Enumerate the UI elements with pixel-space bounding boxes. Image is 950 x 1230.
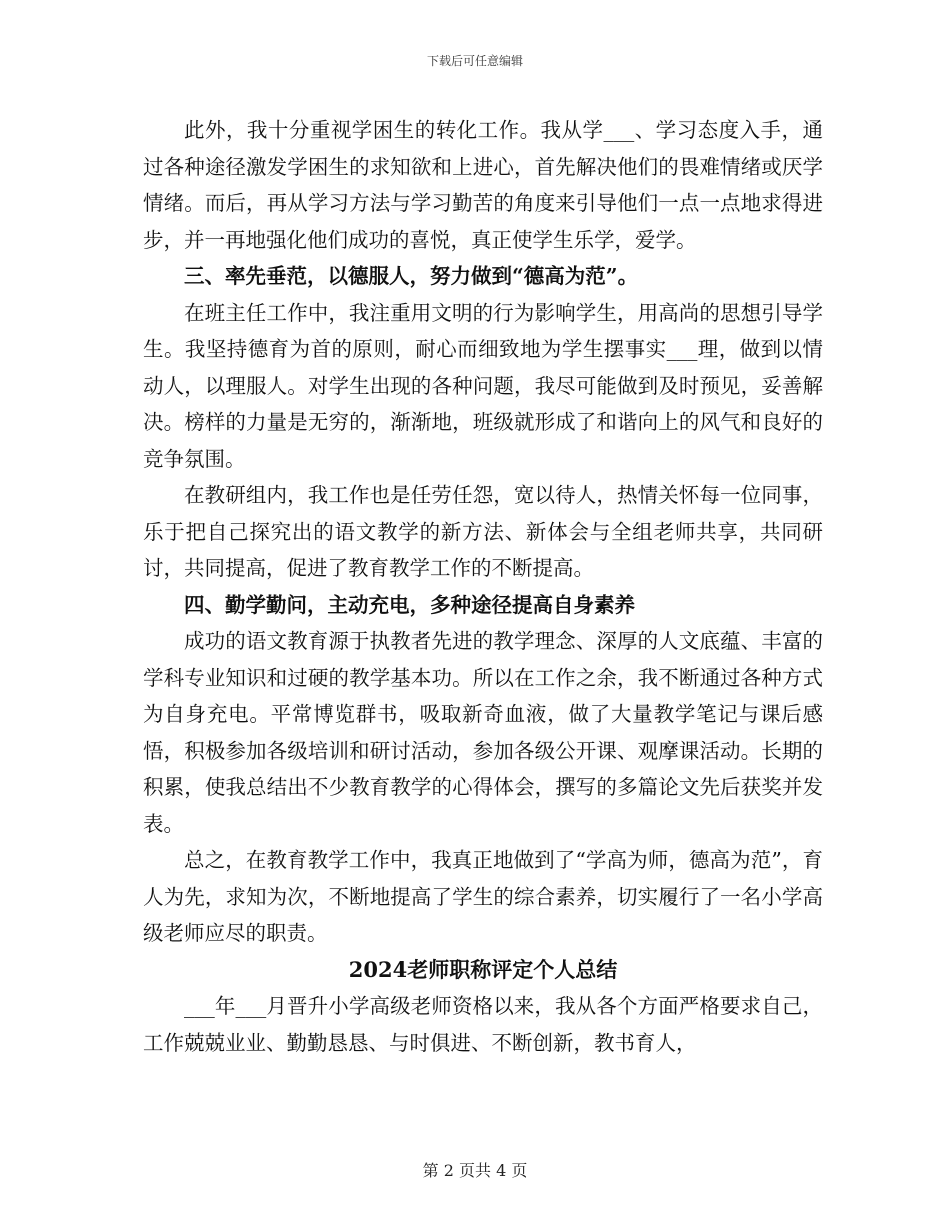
page-header: 下载后可任意编辑 bbox=[426, 54, 523, 68]
section-heading-3: 三、率先垂范，以德服人，努力做到“德高为范”。 bbox=[184, 264, 639, 288]
document-title: 2024老师职称评定个人总结 bbox=[348, 956, 618, 982]
paragraph-class-teacher-work: 在班主任工作中，我注重用文明的行为影响学生，用高尚的思想引导学生。我坚持德育为首的原则，耐心而细致地为学生摆事实___理，做到以情动人，以理服人。对学生出现的各种问题，我尽可能做到及时预见，妥善解决。榜样的力量是无穷的，渐渐地，班级就形成了和谐向上的风气和良好的竞争氛围。 bbox=[143, 300, 823, 471]
section-heading-4: 四、勤学勤问，主动充电，多种途径提高自身素养 bbox=[184, 592, 635, 617]
paragraph-transform-struggling-students: 此外，我十分重视学困生的转化工作。我从学___、学习态度入手，通过各种途径激发学困生的求知欲和上进心，首先解决他们的畏难情绪或厌学情绪。而后，再从学习方法与学习勤苦的角度来引导他们一点一点地求得进步，并一再地强化他们成功的喜悦，真正使学生乐学，爱学。 bbox=[143, 118, 823, 252]
paragraph-conclusion: 总之，在教育教学工作中，我真正地做到了“学高为师，德高为范”，育人为先，求知为次，不断地提高了学生的综合素养，切实履行了一名小学高级老师应尽的职责。 bbox=[143, 848, 823, 945]
page-number-footer: 第 2 页共 4 页 bbox=[422, 1161, 528, 1180]
document-body bbox=[143, 112, 823, 1061]
paragraph-summary-intro: ___年___月晋升小学高级老师资格以来，我从各个方面严格要求自己，工作兢兢业业、勤勤恳恳、与时俱进、不断创新，教书育人， bbox=[143, 994, 823, 1055]
paragraph-teaching-research-group: 在教研组内，我工作也是任劳任怨，宽以待人，热情关怀每一位同事，乐于把自己探究出的语文教学的新方法、新体会与全组老师共享，共同研讨，共同提高，促进了教育教学工作的不断提高。 bbox=[143, 483, 823, 580]
paragraph-self-improvement: 成功的语文教育源于执教者先进的教学理念、深厚的人文底蕴、丰富的学科专业知识和过硬的教学基本功。所以在工作之余，我不断通过各种方式为自身充电。平常博览群书，吸取新奇血液，做了大量教学笔记与课后感悟，积极参加各级培训和研讨活动，参加各级公开课、观摩课活动。长期的积累，使我总结出不少教育教学的心得体会，撰写的多篇论文先后获奖并发表。 bbox=[143, 629, 823, 836]
